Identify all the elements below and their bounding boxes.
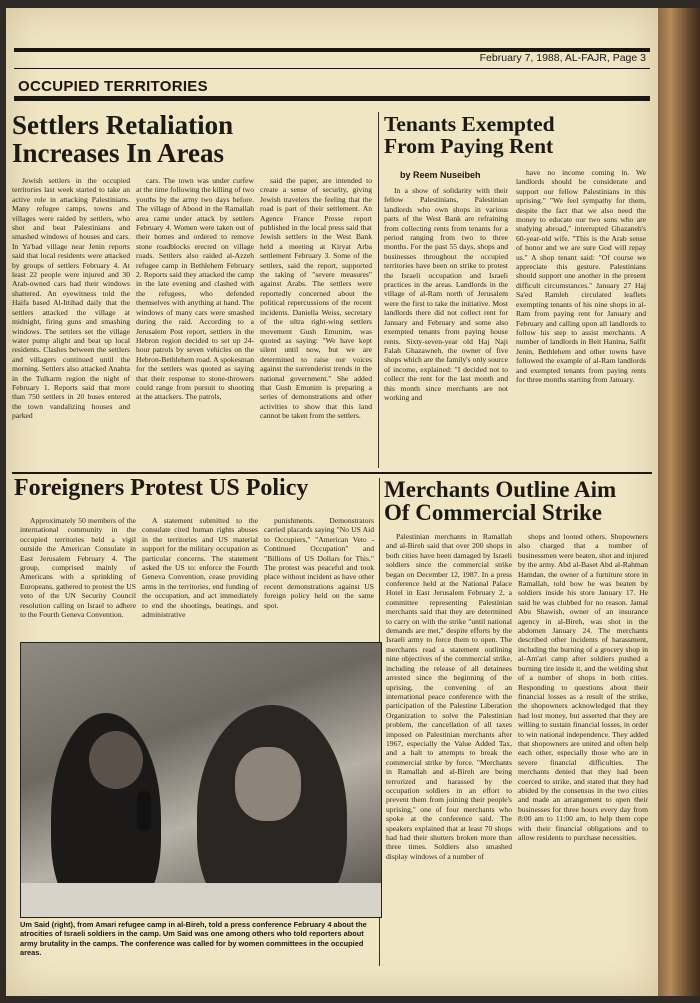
- tenants-column-1: [384, 186, 508, 470]
- merchants-column-1: [386, 532, 512, 966]
- tenants-column-2: [516, 168, 646, 470]
- photo-caption: Um Said (right), from Amari refugee camp in al-Bireh, told a press conference February 4 about the atrocities of Israeli soldiers in the camp. Um Said was one among others who told reporters about army brutality in the camps. The conference was called for by women committees in the occupied areas.: [20, 920, 367, 958]
- masthead: [6, 48, 658, 78]
- foreigners-text-1: Approximately 50 members of the international community in the occupied territories held a vigil outside the American Consulate in East Jerusalem February 4. The group, comprised mainly of Americans with a sprinkling of Europeans, gathered to protest the US veto of the UN Security Council resolution calling on Israel to adhere to the Fourth Geneva Convention.: [20, 516, 136, 620]
- um-said-face: [235, 747, 301, 821]
- date-line: February 7, 1988, AL-FAJR, Page 3: [479, 52, 646, 64]
- column-divider: [378, 112, 379, 468]
- settlers-text-2: cars. The town was under curfew at the time following the killing of two youths by the army two days before. The village of Abood in the Ramallah area came under attack by settlers February 4. Women were taken out of their homes and ordered to remove stone roadblocks erected on village roads. Settlers also raided al-Azzeh refugee camp in Bethlehem February 2. Reports said they attacked the camp in the late evening and clashed with the refugees, who defended themselves with anything at hand. The windows of many cars were smashed during the raid. According to a Jerusalem Post report, settlers in the Hebron region decided to set up 24-hour patrols by seven vehicles on the Hebron-Bethlehem road. A spokesman for the settlers was quoted as saying that their response to stone-throwers could range from pursuit to shooting at the attackers. The patrols,: [136, 176, 254, 402]
- settlers-column-3: [260, 176, 372, 464]
- settlers-column-2: [136, 176, 254, 464]
- microphone-icon: [137, 791, 151, 831]
- merchants-headline-line-1: Merchants Outline Aim: [384, 477, 617, 502]
- tenants-headline: [384, 114, 555, 158]
- foreigners-text-2: A statement submitted to the consulate cited human rights abuses in the territories and US material support for the military occupation as particular concerns. The statement asked the US to: enforce the Fourth Geneva Convention, cease providing arms in the territories, end funding of the occupation, and act immediately to end the shootings, beatings, and administrative: [142, 516, 258, 620]
- settlers-headline-line-1: Settlers Retaliation: [12, 110, 234, 140]
- newspaper-page: [6, 8, 658, 996]
- foreigners-headline: Foreigners Protest US Policy: [14, 475, 309, 501]
- tenants-text-1: In a show of solidarity with their fellow Palestinians, Palestinian landlords who own shops in various parts of the West Bank are refraining from collecting rents from tenants for a period ranging from two to three months. For the past 55 days, shops and businesses throughout the occupied territories have been on strike to protest the Israeli occupation and Israeli practices in the areas. Landlords in the village of al-Ram north of Jerusalem were the first to take the initiative. Most landlords there did not collect rent for January and February and some also exempted tenants from paying house rents. Sixty-seven-year old Haj Naji Falah Ghazawneh, the owner of five shops which are the family's only source of income, explained: "I decided not to collect the rent for the last month and this month since merchants are not working and: [384, 186, 508, 402]
- foreigners-column-1: [20, 516, 136, 634]
- merchants-headline-line-2: Of Commercial Strike: [384, 500, 603, 526]
- merchants-text-2: shops and looted others. Shopowners also charged that a number of businessmen were beaten, shot and injured by the army. Abd al-Baset Abd al-Rahman Hamdan, the owner of a furniture store in Ramallah, told how he was beaten by soldiers inside his store January 17. He said he was clubbed for no reason. Jamal Abu Shawish, owner of an insurance agency in al-Bireh, was shot in the abdomen January 24. The merchants described other incidents of harassment, including the burning of a grocery shop in al-Am'ari camp after soldiers pushed a burning tire inside it, and the welding shut of a number of shops in both cities. Responding to questions about their financial losses as a result of the strike, the shopowners acknowledged that they had lost money, but asserted that they are willing to sustain financial losses, in order to win national independence. They added that shopowners are united and often help each other, especially those who are in severe financial difficulties. The merchants denied that they had been coerced to strike, and stated that they had abided by the consensus in the two cities and made an arrangement to open their businesses for three hours every day from 8:00 am to 11:00 am, to help them cope with their financial obligations and to allow residents to purchase necessities.: [518, 532, 648, 842]
- merchants-column-2: [518, 532, 648, 966]
- merchants-text-1: Palestinian merchants in Ramallah and al-Bireh said that over 200 shops in both cities have been damaged by Israeli soldiers since the commercial strike began on December 12, 1987. In a press conference held at the National Palace Hotel in East Jerusalem February 2, a committee representing Palestinian merchants said that they are determined to carry on with the strike "until national demands are met," despite efforts by the Israeli army to force them to open. The merchants read a statement outlining nine objectives of the commercial strike, including the release of all detainees arrested since the beginning of the uprising, the convening of an international peace conference with the participation of the Palestine Liberation Organization to solve the Palestinian problem, the cancellation of all taxes imposed on Palestinian merchants after 1967, especially the Value Added Tax, and a halt to attempts to break the commercial strike by force. "Merchants in Ramallah and al-Bireh are being terrorized and harassed by the occupation soldiers in an effort to prevent them from joining their people's uprising," one of four merchants who spoke at the conference said. The speakers explained that at least 70 shops had had their shutters broken more than three times. Soldiers also smashed display windows of a number of: [386, 532, 512, 861]
- settlers-headline-line-2: Increases In Areas: [12, 137, 225, 168]
- woman-left-face: [89, 731, 143, 789]
- story-separator: [12, 472, 652, 474]
- settlers-text-3: said the paper, are intended to create a sense of security, giving Jewish travelers the feeling that the road is part of their settlement. An Agence France Presse report published in the local press said that Jewish settlers in the West Bank held a meeting at Kiryat Arba settlement February 3. Some of the settlers, said the report, supported the taking of "severe measures" against Arabs. The settlers were reportedly concerned about the political repercussions of the recent incidents. Daniella Weiss, secretary of the ultra right-wing settlers movement Gush Emunim, was quoted as saying: "We have kept silent until now, but we are determined to raise our voices against the surrenderist trends in the national government." She added that Gush Emunim is preparing a series of demonstrations and other activities to show that this land cannot be taken from the settlers.: [260, 176, 372, 421]
- tenants-text-2: have no income coming in. We landlords should be considerate and support our fellow Palestinians in this uprising." "We feel sympathy for them, despite the fact that we also need the money to educate our two sons who are studying abroad," interrupted Ghazaneh's 60-year-old wife. "This is the Arab sense of honor and we are sure God will repay us." A shop tenant said: "Of course we appreciate this gesture. Palestinians should support one another in the present difficult circumstances." January 27 Haj Sa'ed Ramleh circulated leaflets exempting tenants of his nine shops in al-Ram from paying rent for January and February and calling upon all landlords to follow his step to assist merchants. A number of landlords in Beit Hanina, Salfit Jenin, Bethlehem and other towns have followed the example of al-Ram landlords and exempted tenants from paying rents for three months starting from January.: [516, 168, 646, 384]
- binding-spine: [658, 8, 700, 996]
- section-rule: [14, 96, 650, 101]
- settlers-text-1: Jewish settlers in the occupied territories last week started to take an active role in attacking Palestinians. Many refugee camps, towns and villages were raided by settlers, who shot and beat Palestinians and smashed windows of houses and cars. In Ya'bad village near Jenin reports said that local residents were attacked by groups of settlers February 4. At least 22 people were injured and 30 Arab-owned cars had their windows shattered. An eyewitness told the Haifa based Al-Ittihad daily that the settlers attacked the village at midnight, firing guns and smashing windows. The settlers set the village water pump alight and beat up local residents. Clashes between the settlers and villagers continued until the morning. Settlers also attacked Anabta in the Tulkarm region the night of February 1. Reports said that more than 750 settlers in 20 buses entered the town vandalizing houses and parked: [12, 176, 130, 421]
- tenants-headline-line-2: From Paying Rent: [384, 133, 554, 158]
- settlers-headline: [12, 112, 233, 167]
- press-conference-photo: [20, 642, 382, 918]
- tenants-byline: by Reem Nuseibeh: [400, 170, 481, 180]
- merchants-headline: [384, 478, 616, 525]
- section-title: OCCUPIED TERRITORIES: [18, 78, 208, 95]
- tenants-headline-line-1: Tenants Exempted: [384, 112, 555, 136]
- foreigners-column-2: [142, 516, 258, 634]
- foreigners-column-3: [264, 516, 374, 634]
- table-surface: [21, 883, 381, 918]
- foreigners-text-3: punishments. Demonstrators carried placards saying "No US Aid to Occupiers," "American Veto - Continued Occupation" and "Billions of US Dollars for This." The protest was peaceful and took place without incident as have other recent demonstrations against US foreign policy held on the same spot.: [264, 516, 374, 610]
- settlers-column-1: [12, 176, 130, 464]
- masthead-thin-rule: [14, 68, 650, 69]
